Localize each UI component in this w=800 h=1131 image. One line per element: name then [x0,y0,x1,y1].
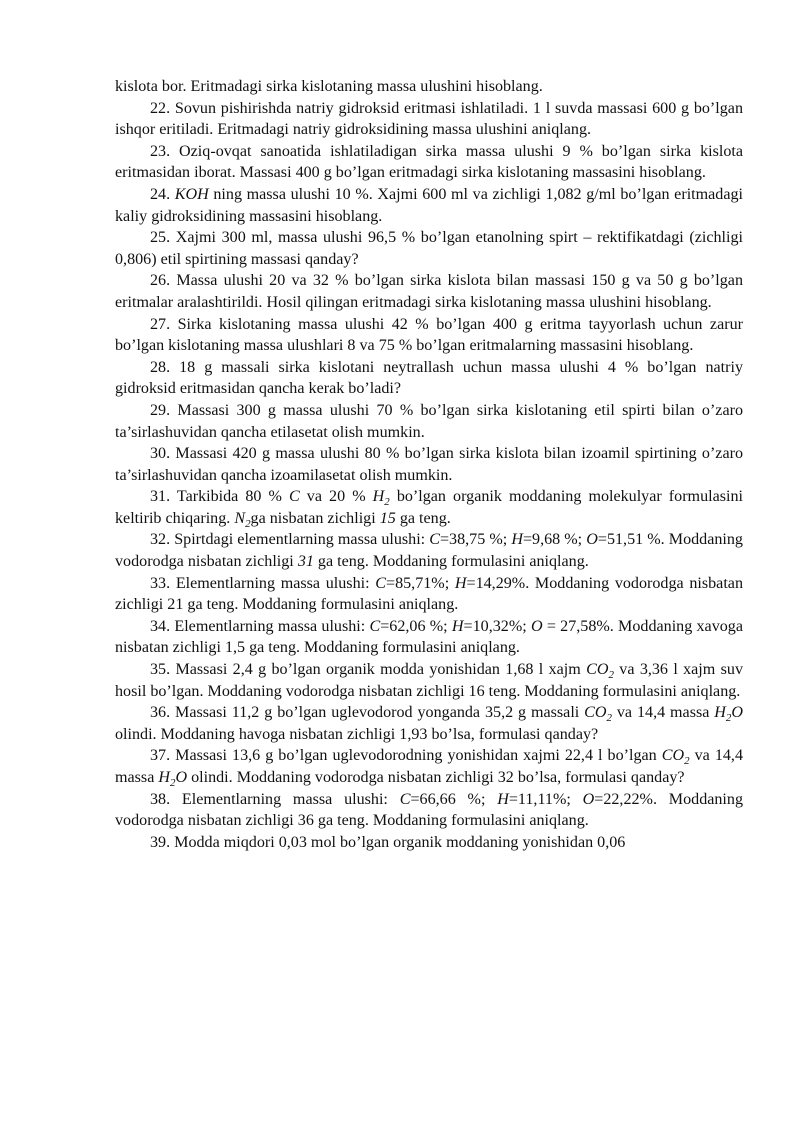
problem-31: 31. Tarkibida 80 % C va 20 % $H_2$ bo’lgan organik moddaning molekulyar formulasini keltirib chiqaring. $N_2ga$ nisbatan zichligi 15 ga teng. [115,488,743,531]
problem-36: 36. Massasi 11,2 g bo’lgan uglevodorod yonganda 35,2 g massali $CO_2$ va 14,4 massa $H_2O$ olindi. Moddaning havoga nisbatan zichligi 1,93 bo’lsa, formulasi qanday? [115,704,743,743]
problem-37: 37. Massasi 13,6 g bo’lgan uglevodorodning yonishidan xajmi 22,4 l bo’lgan $CO_2$ va 14,4 massa $H_2O$ olindi. Moddaning vodorodga nisbatan zichligi 32 bo’lsa, formulasi qanday? [115,747,743,790]
problem-38: 38. Elementlarning massa ulushi: C=66,66 %; H=11,11%; O=22,22%. Moddaning vodorodga nisbatan zichligi 36 ga teng. Moddaning formulasini aniqlang. [115,790,743,830]
problem-27: 27. Sirka kislotaning massa ulushi 42 % bo’lgan 400 g eritma tayyorlash uchun zarur bo’lgan kislotaning massa ulushlari 8 va 75 % bo’lgan eritmalarning massasini hisoblang. [115,315,743,355]
problem-30: 30. Massasi 420 g massa ulushi 80 % bo’lgan sirka kislota bilan izoamil spirtining o’zaro ta’sirlashuvidan qancha izoamilasetat olish mumkin. [115,445,743,484]
problem-35: 35. Massasi 2,4 g bo’lgan organik modda yonishidan 1,68 l xajm $CO_2$ va 3,36 l xajm suv hosil bo’lgan. Moddaning vodorodga nisbatan zichligi 16 teng. Moddaning formulasini aniqlang. [115,661,743,700]
problem-29: 29. Massasi 300 g massa ulushi 70 % bo’lgan sirka kislotaning etil spirti bilan o’zaro ta’sirlashuvidan qancha etilasetat olish mumkin. [115,401,743,441]
problem-26: 26. Massa ulushi 20 va 32 % bo’lgan sirka kislota bilan massasi 150 g va 50 g bo’lgan eritmalar aralashtirildi. Hosil qilingan eritmadagi sirka kislotaning massa ulushini hisoblang. [115,272,743,311]
problem-32: 32. Spirtdagi elementlarning massa ulushi: C=38,75 %; H=9,68 %; O=51,51 %. Moddaning vodorodga nisbatan zichligi 31 ga teng. Moddaning formulasini aniqlang. [115,531,743,571]
problem-33: 33. Elementlarning massa ulushi: C=85,71%; H=14,29%. Moddaning vodorodga nisbatan zichligi 21 ga teng. Moddaning formulasini aniqlang. [115,574,743,614]
problem-25: 25. Xajmi 300 ml, massa ulushi 96,5 % bo’lgan etanolning spirt – rektifikatdagi (zichligi 0,806) etil spirtining massasi qanday? [115,229,743,268]
paragraph-continuation: kislota bor. Eritmadagi sirka kislotaning massa ulushini hisoblang. [115,78,543,95]
problem-39: 39. Modda miqdori 0,03 mol bo’lgan organik moddaning yonishidan 0,06 [150,833,626,851]
problem-23: 23. Oziq-ovqat sanoatida ishlatiladigan sirka massa ulushi 9 % bo’lgan sirka kislota eritmasidan iborat. Massasi 400 g bo’lgan eritmadagi sirka kislotaning massasini hisoblang. [115,142,743,182]
problem-34: 34. Elementlarning massa ulushi: C=62,06 %; H=10,32%; O = 27,58%. Moddaning xavoga nisbatan zichligi 1,5 ga teng. Moddaning formulasini aniqlang. [115,617,743,657]
problem-28: 28. 18 g massali sirka kislotani neytrallash uchun massa ulushi 4 % bo’lgan natriy gidroksid eritmasidan qancha kerak bo’ladi? [115,358,743,398]
problem-24: 24. KOH ning massa ulushi 10 %. Xajmi 600 ml va zichligi 1,082 g/ml bo’lgan eritmadagi kaliy gidroksidining massasini hisoblang. [115,185,744,225]
problem-22: 22. Sovun pishirishda natriy gidroksid eritmasi ishlatiladi. 1 l suvda massasi 600 g bo’lgan ishqor eritiladi. Eritmadagi natriy gidroksidining massa ulushini aniqlang. [115,99,743,139]
document-page [115,76,743,853]
